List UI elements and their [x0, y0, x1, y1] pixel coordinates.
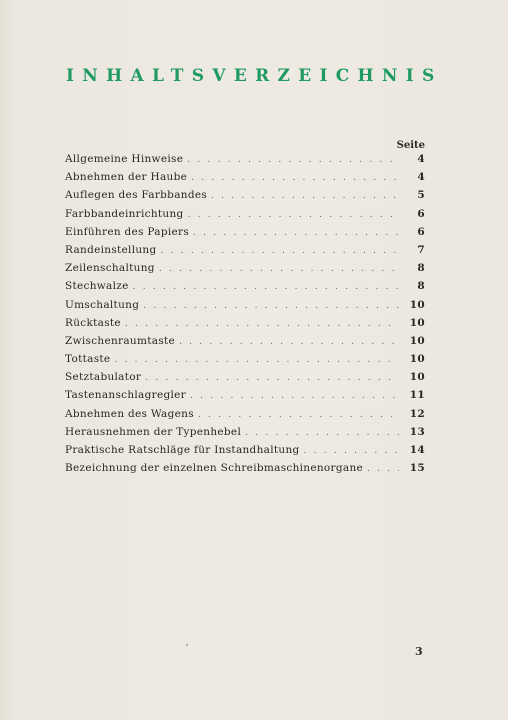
toc-entry-page: 6: [417, 225, 425, 238]
page-number: 3: [415, 645, 423, 658]
toc-entry-page: 8: [417, 262, 425, 275]
toc-entry-page: 6: [417, 207, 425, 220]
toc-entry-label: Allgemeine Hinweise: [65, 153, 184, 165]
toc-leader-dots: [211, 191, 399, 201]
toc-entry-label: Abnehmen des Wagens: [65, 407, 194, 420]
toc-entry-page: 4: [417, 171, 425, 184]
toc-entry-page: 10: [409, 334, 425, 347]
toc-entry-page: 11: [409, 389, 425, 402]
toc-entry-label: Auflegen des Farbbandes: [65, 189, 208, 202]
toc-entry-page: 14: [409, 444, 425, 456]
toc-entry-page: 7: [417, 243, 425, 256]
toc-entry-label: Randeinstellung: [65, 243, 157, 256]
toc-entry: [65, 462, 425, 480]
toc-leader-dots: [191, 173, 399, 183]
page-column-header: Seite: [396, 140, 425, 151]
toc-entry: [65, 299, 425, 317]
toc-entry: [65, 226, 425, 244]
toc-leader-dots: [304, 446, 399, 456]
toc-entry-page: 15: [409, 462, 425, 475]
toc-leader-dots: [187, 155, 399, 165]
toc-entry: [65, 371, 425, 389]
toc-entry-page: 10: [409, 316, 425, 329]
toc-leader-dots: [125, 319, 399, 329]
toc-entry: [65, 244, 425, 262]
toc-leader-dots: [198, 410, 399, 420]
toc-entry-page: 8: [417, 280, 425, 293]
toc-entry: [65, 444, 425, 462]
toc-leader-dots: [367, 464, 399, 474]
toc-entry-page: 10: [409, 371, 425, 384]
toc-entry-label: Praktische Ratschläge für Instandhaltung: [65, 444, 300, 456]
toc-leader-dots: [143, 301, 399, 311]
toc-entry-page: 10: [409, 298, 425, 311]
toc-entry: [65, 317, 425, 335]
toc-entry-label: Herausnehmen der Typenhebel: [65, 425, 242, 438]
toc-entry-label: Rücktaste: [65, 316, 121, 329]
toc-leader-dots: [179, 337, 399, 347]
toc-leader-dots: [161, 246, 399, 256]
toc-entry: [65, 153, 425, 171]
toc-entry: [65, 389, 425, 407]
toc-entry-label: Einführen des Papiers: [65, 225, 190, 238]
toc-entry-label: Bezeichnung der einzelnen Schreibmaschinenorgane: [65, 462, 364, 475]
toc-entry: [65, 189, 425, 207]
toc-entry: [65, 280, 425, 298]
toc-entry-label: Umschaltung: [65, 298, 140, 311]
toc-leader-dots: [245, 428, 399, 438]
table-of-contents: [65, 153, 425, 480]
toc-entry-label: Stechwalze: [65, 280, 129, 293]
toc-leader-dots: [145, 373, 399, 383]
toc-leader-dots: [190, 391, 399, 401]
toc-entry: [65, 408, 425, 426]
toc-leader-dots: [133, 282, 399, 292]
toc-entry: [65, 208, 425, 226]
toc-leader-dots: [188, 210, 399, 220]
toc-entry-page: 5: [417, 189, 425, 202]
toc-entry-page: 13: [409, 425, 425, 438]
toc-entry: [65, 262, 425, 280]
toc-entry-label: Setztabulator: [65, 371, 142, 384]
paper-speck: [186, 644, 188, 646]
toc-entry-label: Tastenanschlagregler: [65, 389, 186, 402]
toc-entry-label: Zwischenraumtaste: [65, 334, 176, 347]
toc-entry: [65, 335, 425, 353]
toc-leader-dots: [114, 355, 399, 365]
toc-entry-page: 10: [409, 353, 425, 366]
toc-entry-label: Tottaste: [65, 353, 111, 366]
toc-entry-page: 12: [409, 407, 425, 420]
toc-entry: [65, 353, 425, 371]
toc-entry-label: Abnehmen der Haube: [65, 171, 188, 184]
toc-leader-dots: [159, 264, 399, 274]
toc-entry: [65, 426, 425, 444]
toc-entry: [65, 171, 425, 189]
page-title: INHALTSVERZEICHNIS: [66, 66, 443, 86]
toc-entry-page: 4: [417, 153, 425, 165]
toc-leader-dots: [193, 228, 399, 238]
toc-entry-label: Farbbandeinrichtung: [65, 207, 184, 220]
toc-entry-label: Zeilenschaltung: [65, 262, 155, 275]
